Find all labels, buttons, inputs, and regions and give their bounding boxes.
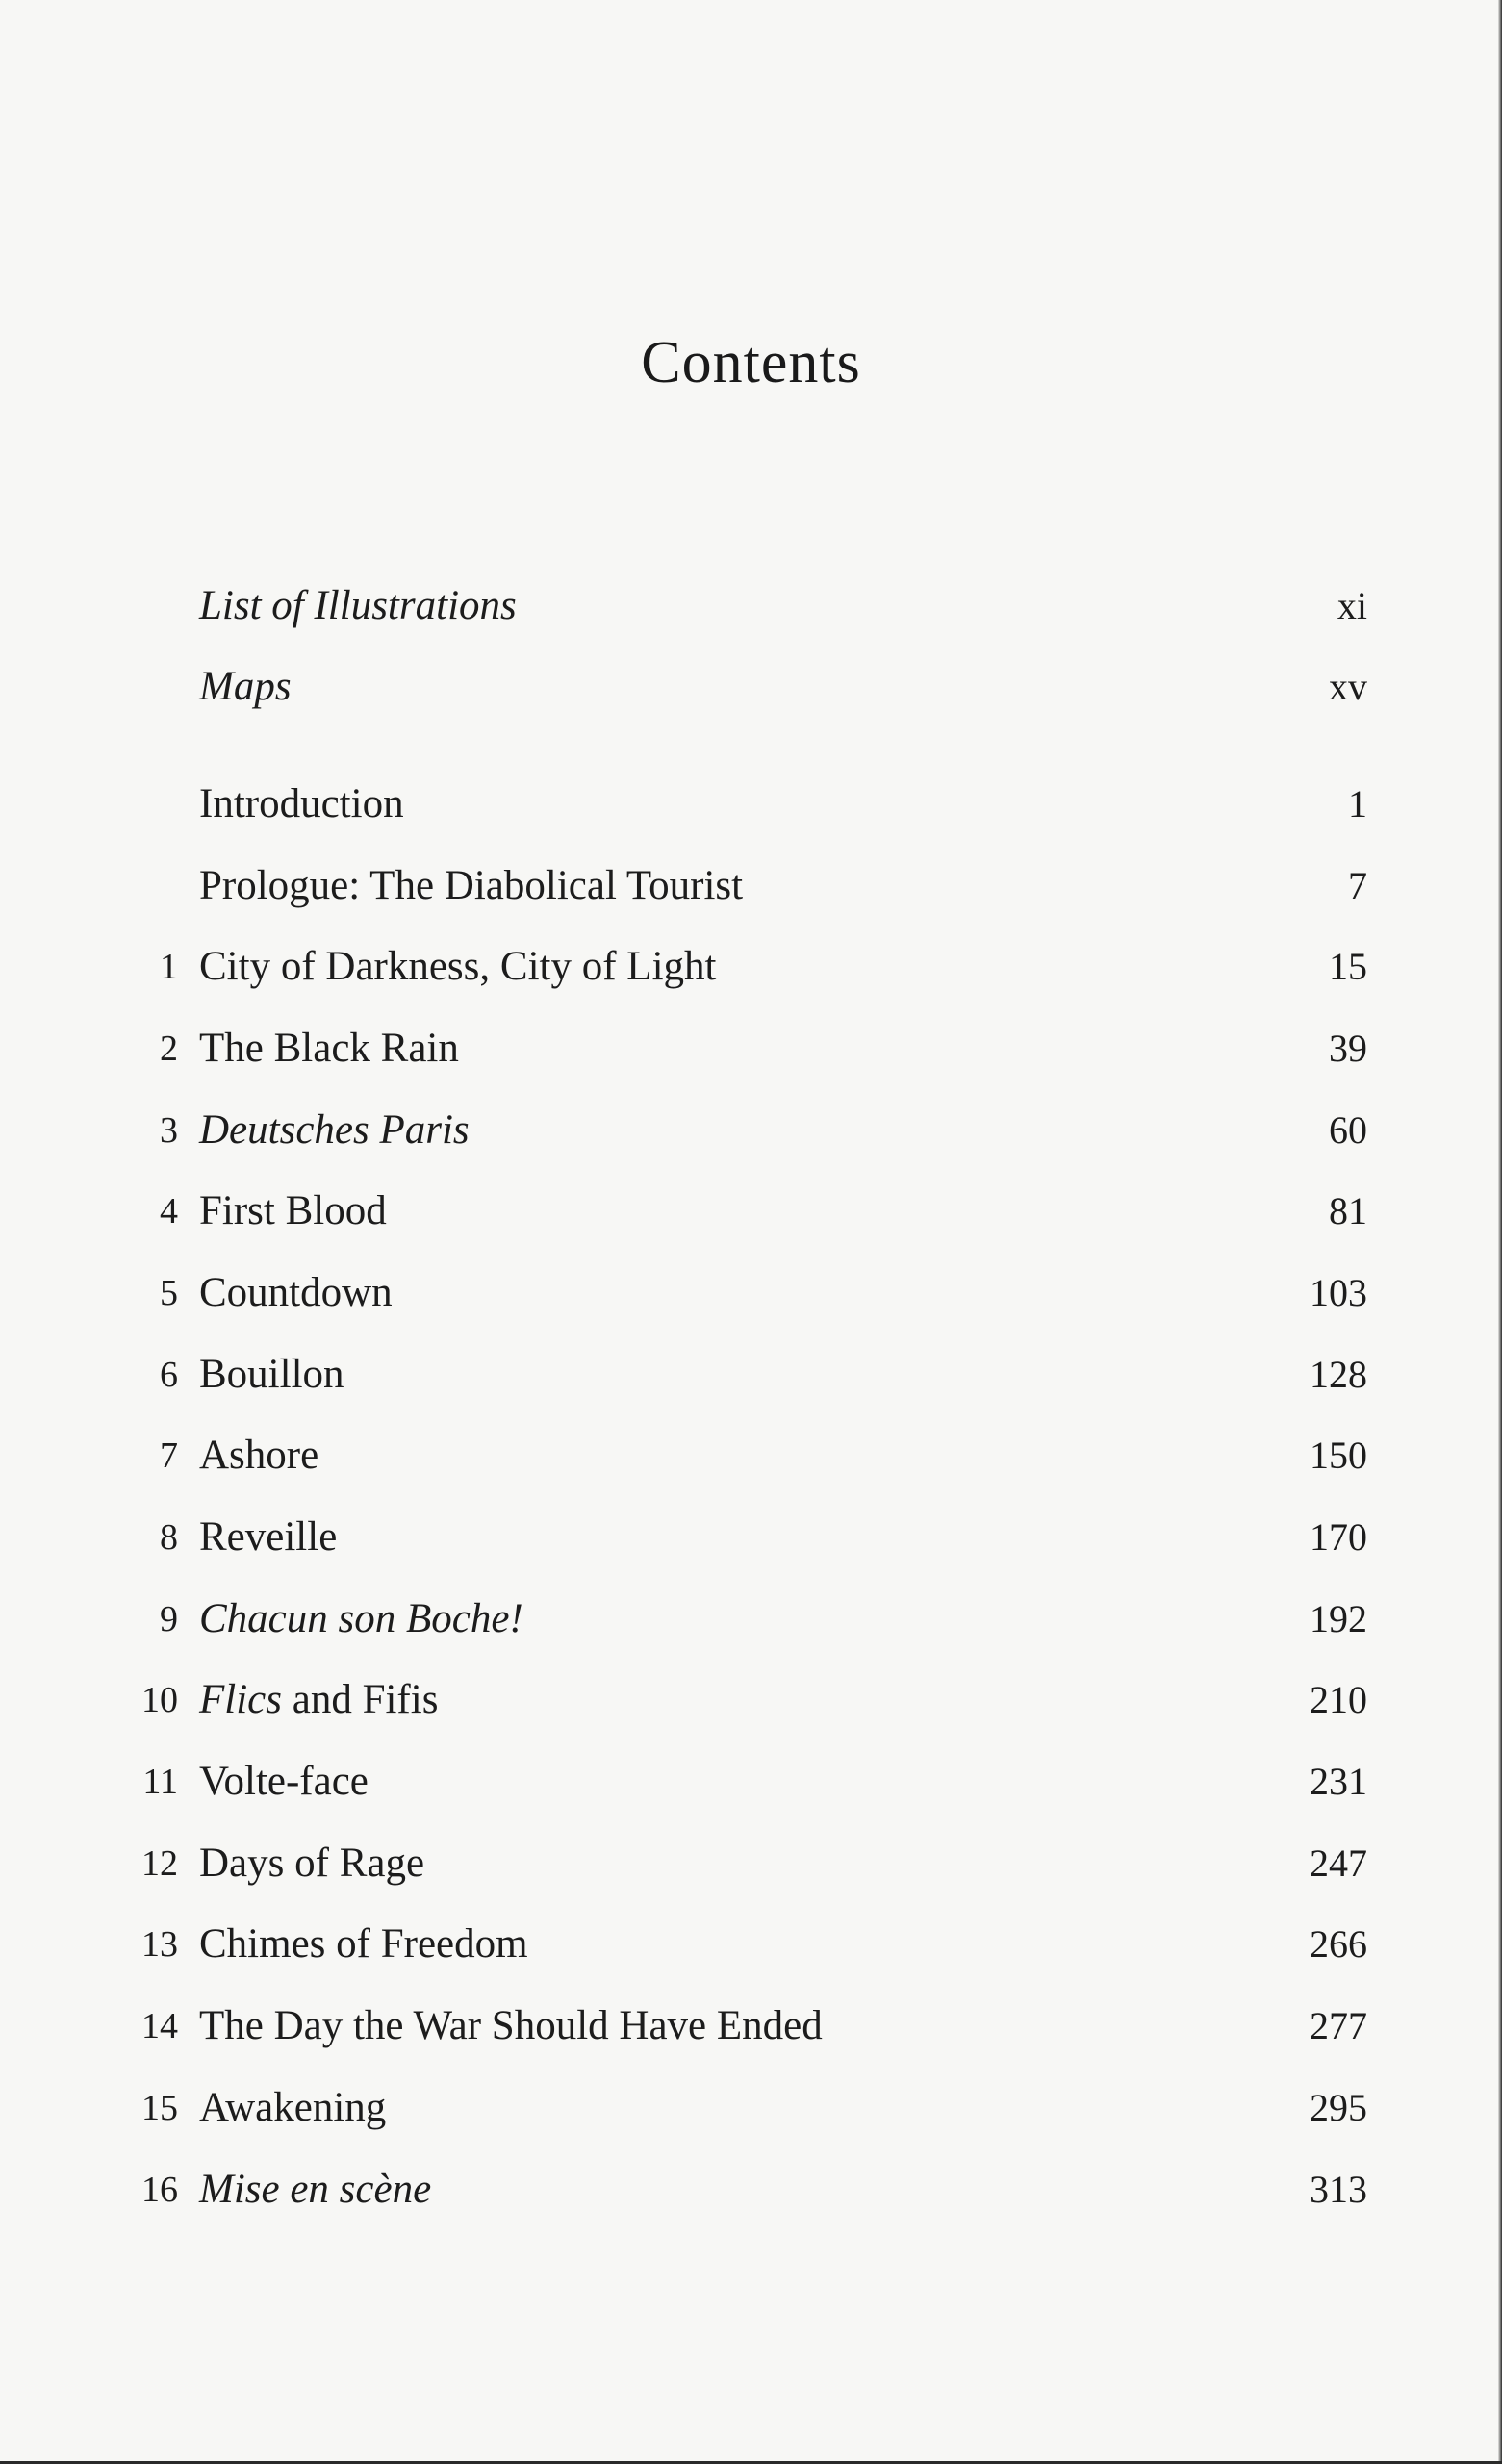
toc-entry-chapter-10[interactable] — [0, 1671, 1502, 1729]
toc-entry-chapter-6[interactable] — [0, 1346, 1502, 1404]
toc-entry-chapter-8[interactable] — [0, 1509, 1502, 1566]
page-number: 103 — [1310, 1271, 1367, 1314]
toc-entry-prologue[interactable] — [0, 857, 1502, 915]
page-number: 1 — [1348, 782, 1367, 826]
chapter-number: 6 — [160, 1355, 178, 1395]
chapter-title: Ashore — [199, 1433, 319, 1478]
page-number: 60 — [1329, 1108, 1367, 1152]
toc-entry-chapter-2[interactable] — [0, 1020, 1502, 1078]
page-number: 39 — [1329, 1027, 1367, 1070]
page-number: 170 — [1310, 1515, 1367, 1559]
chapter-number: 5 — [160, 1273, 178, 1313]
chapter-number: 8 — [160, 1517, 178, 1558]
chapter-number: 16 — [141, 2170, 178, 2210]
chapter-title-rest: and Fifis — [281, 1677, 439, 1722]
chapter-number: 12 — [141, 1843, 178, 1884]
chapter-title: The Day the War Should Have Ended — [199, 2003, 823, 2048]
chapter-number: 1 — [160, 947, 178, 987]
page-number: 266 — [1310, 1922, 1367, 1966]
page-number: 81 — [1329, 1189, 1367, 1232]
chapter-title: The Black Rain — [199, 1026, 459, 1071]
chapter-number: 14 — [141, 2006, 178, 2046]
chapter-title: Reveille — [199, 1514, 338, 1560]
chapter-title: Awakening — [199, 2085, 387, 2130]
chapter-title: Deutsches Paris — [199, 1107, 470, 1153]
chapter-title: Prologue: The Diabolical Tourist — [199, 863, 744, 908]
chapter-title-italic-part: Flics — [199, 1677, 282, 1722]
page-number: 210 — [1310, 1678, 1367, 1721]
page-number: 128 — [1310, 1353, 1367, 1396]
page-number: 277 — [1310, 2004, 1367, 2047]
chapter-title: List of Illustrations — [199, 583, 517, 628]
chapter-title: Volte-face — [199, 1759, 369, 1804]
toc-entry-list-of-illustrations[interactable] — [0, 577, 1502, 635]
chapter-number: 7 — [160, 1435, 178, 1476]
toc-entry-chapter-14[interactable] — [0, 1997, 1502, 2055]
page-title: Contents — [641, 330, 861, 395]
toc-entry-chapter-7[interactable] — [0, 1427, 1502, 1485]
toc-entry-introduction[interactable] — [0, 775, 1502, 833]
chapter-number: 13 — [141, 1924, 178, 1965]
chapter-title: Chimes of Freedom — [199, 1921, 528, 1967]
chapter-title: Maps — [199, 664, 292, 709]
toc-entry-chapter-5[interactable] — [0, 1264, 1502, 1322]
toc-entry-chapter-3[interactable] — [0, 1102, 1502, 1159]
chapter-title: City of Darkness, City of Light — [199, 944, 717, 989]
chapter-title: Bouillon — [199, 1352, 344, 1397]
page-number: 192 — [1310, 1597, 1367, 1640]
page-number: 295 — [1310, 2086, 1367, 2129]
chapter-title: Introduction — [199, 781, 404, 826]
page-number: xv — [1329, 665, 1367, 708]
page-number: 7 — [1348, 864, 1367, 907]
chapter-number: 4 — [160, 1191, 178, 1232]
toc-entry-maps[interactable] — [0, 658, 1502, 716]
page-number: 150 — [1310, 1434, 1367, 1477]
chapter-number: 11 — [142, 1762, 178, 1802]
chapter-title: Mise en scène — [199, 2167, 432, 2212]
chapter-title: First Blood — [199, 1188, 387, 1233]
chapter-number: 10 — [141, 1680, 178, 1720]
toc-entry-chapter-13[interactable] — [0, 1916, 1502, 1973]
toc-entry-chapter-16[interactable] — [0, 2161, 1502, 2219]
page-number: 15 — [1329, 945, 1367, 988]
chapter-number: 9 — [160, 1599, 178, 1639]
page-number: 247 — [1310, 1842, 1367, 1885]
toc-entry-chapter-9[interactable] — [0, 1590, 1502, 1648]
chapter-number: 2 — [160, 1029, 178, 1069]
chapter-title: Chacun son Boche! — [199, 1596, 523, 1641]
chapter-number: 15 — [141, 2088, 178, 2128]
chapter-title — [199, 1671, 438, 1729]
page-number: 231 — [1310, 1760, 1367, 1803]
toc-entry-chapter-11[interactable] — [0, 1753, 1502, 1811]
toc-entry-chapter-1[interactable] — [0, 938, 1502, 996]
toc-entry-chapter-4[interactable] — [0, 1182, 1502, 1240]
page-number: 313 — [1310, 2168, 1367, 2211]
page-number: xi — [1337, 584, 1367, 627]
chapter-number: 3 — [160, 1110, 178, 1151]
chapter-title: Countdown — [199, 1270, 393, 1315]
chapter-title: Days of Rage — [199, 1841, 425, 1886]
toc-entry-chapter-15[interactable] — [0, 2079, 1502, 2137]
toc-entry-chapter-12[interactable] — [0, 1835, 1502, 1892]
